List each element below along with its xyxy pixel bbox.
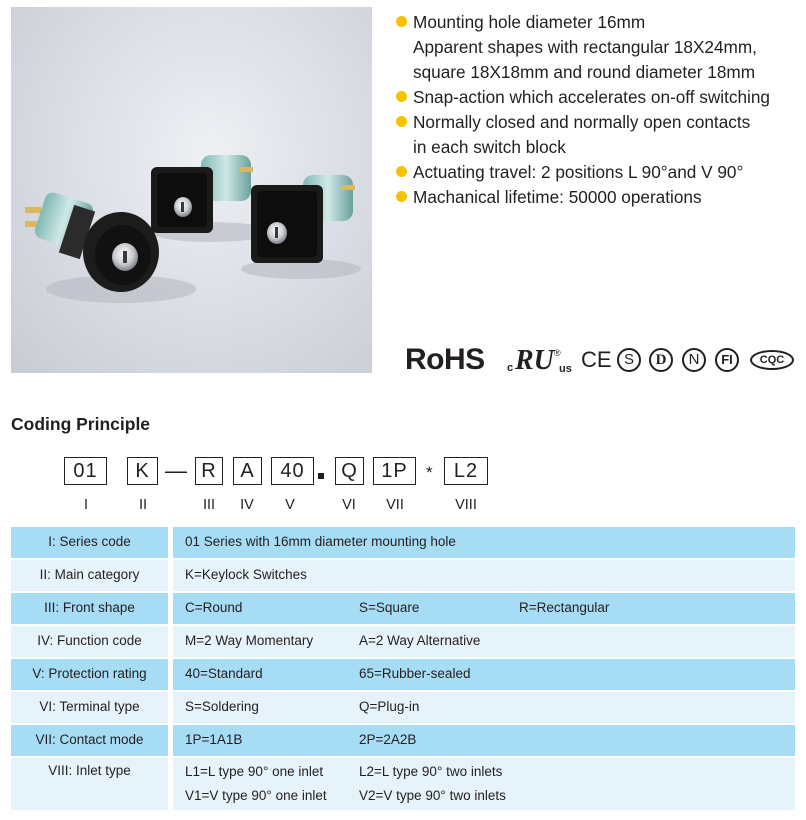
roman-numeral: IV [240,497,254,513]
row-value: 01 Series with 16mm diameter mounting hole [185,534,456,549]
n-mark-icon: N [682,348,706,372]
row-value: Q=Plug-in [359,699,420,714]
row-label: VII: Contact mode [11,725,168,756]
row-value: R=Rectangular [519,600,610,615]
code-dash: — [165,458,187,483]
bullet-dot-icon [396,16,407,27]
code-dot [318,473,324,479]
row-label: II: Main category [11,560,168,591]
code-box-function: A [233,457,262,485]
row-values [173,593,795,624]
row-value: 2P=2A2B [359,732,417,747]
row-value: S=Soldering [185,699,259,714]
rohs-logo: RoHS [405,343,485,376]
code-box-contact: 1P [373,457,416,485]
table-row [11,527,795,558]
row-values [173,626,795,657]
row-label: IV: Function code [11,626,168,657]
roman-numeral: I [83,497,89,513]
row-values [173,758,795,810]
feature-text: Mounting hole diameter 16mm [413,12,646,32]
feature-item [395,160,805,185]
roman-numeral: VII [386,497,404,513]
feature-item [395,110,805,160]
row-label: VI: Terminal type [11,692,168,723]
row-value: C=Round [185,600,243,615]
section-title: Coding Principle [11,414,151,434]
row-values [173,560,795,591]
code-box-category: K [127,457,158,485]
code-diagram [0,457,806,517]
roman-numeral: VI [342,497,356,513]
row-values [173,527,795,558]
table-row [11,692,795,723]
row-value: 1P=1A1B [185,732,243,747]
row-value: A=2 Way Alternative [359,633,481,648]
row-value: M=2 Way Momentary [185,633,314,648]
table-row [11,725,795,756]
row-value: S=Square [359,600,420,615]
row-value: V2=V type 90° two inlets [359,788,506,803]
roman-numeral: II [138,497,148,513]
svg-text:us: us [559,363,572,375]
cur-us-logo [507,347,579,375]
row-label: VIII: Inlet type [11,758,168,810]
row-value: K=Keylock Switches [185,567,307,582]
code-box-front-shape: R [195,457,223,485]
row-value: 65=Rubber-sealed [359,666,471,681]
cqc-mark-icon: CQC [750,350,794,370]
feature-item [395,185,805,210]
s-mark-icon: S [617,348,641,372]
feature-text: in each switch block [413,137,566,157]
table-row [11,659,795,690]
table-row [11,758,795,810]
d-mark-icon: D [649,348,673,372]
feature-text: Machanical lifetime: 50000 operations [413,187,702,207]
bullet-dot-icon [396,166,407,177]
code-box-series: 01 [64,457,107,485]
ce-mark-icon: CE [581,347,612,372]
bullet-dot-icon [396,91,407,102]
table-row [11,626,795,657]
svg-text:RU: RU [515,347,554,375]
roman-numeral: VIII [455,497,477,513]
code-box-terminal: Q [335,457,364,485]
row-values [173,659,795,690]
feature-list [395,10,805,210]
svg-text:c: c [507,362,514,374]
product-photo [11,7,372,373]
row-values [173,725,795,756]
row-value: 40=Standard [185,666,263,681]
row-value: V1=V type 90° one inlet [185,788,327,803]
bullet-dot-icon [396,191,407,202]
code-box-protection: 40 [271,457,314,485]
feature-item [395,85,805,110]
code-box-inlet: L2 [444,457,488,485]
feature-text: Normally closed and normally open contacts [413,112,751,132]
row-label: III: Front shape [11,593,168,624]
fi-mark-icon: FI [715,348,739,372]
bullet-dot-icon [396,116,407,127]
feature-text: Apparent shapes with rectangular 18X24mm, [413,37,757,57]
code-asterisk: * [426,463,433,482]
certification-marks [405,342,800,378]
table-row [11,593,795,624]
row-label: I: Series code [11,527,168,558]
roman-numeral: III [202,497,216,513]
row-label: V: Protection rating [11,659,168,690]
feature-text: square 18X18mm and round diameter 18mm [413,62,756,82]
row-values [173,692,795,723]
feature-text: Snap-action which accelerates on-off switching [413,87,770,107]
keylock-switches-image [11,7,372,373]
table-row [11,560,795,591]
feature-text: Actuating travel: 2 positions L 90°and V 90° [413,162,744,182]
row-value: L2=L type 90° two inlets [359,764,503,779]
feature-item [395,10,805,85]
roman-numeral: V [285,497,295,513]
svg-text:®: ® [554,348,561,358]
row-value: L1=L type 90° one inlet [185,764,324,779]
